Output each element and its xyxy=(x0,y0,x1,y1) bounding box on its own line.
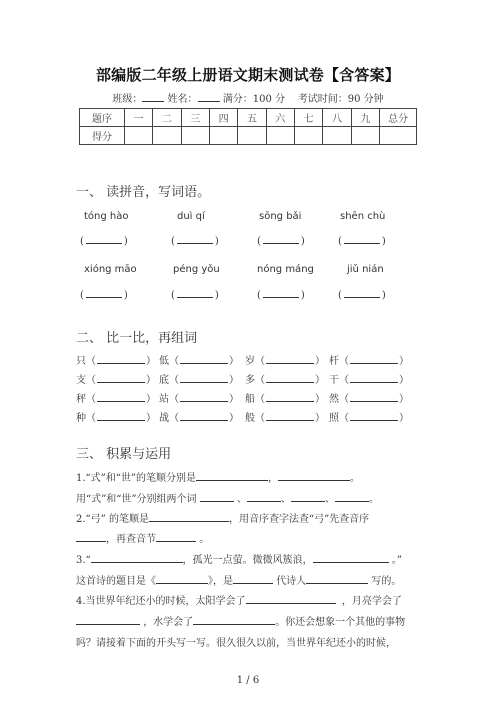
class-blank xyxy=(142,91,164,102)
answer-blank[interactable] xyxy=(247,492,281,502)
question-1 xyxy=(76,469,360,484)
answer-blank[interactable] xyxy=(156,574,208,584)
section-1-title: 一、 读拼音，写词语。 xyxy=(76,185,211,200)
answer-blank[interactable] xyxy=(80,235,128,247)
name-blank xyxy=(198,91,220,102)
question-text: 2.“弓” 的笔顺是 xyxy=(76,514,149,525)
close-paren: ） xyxy=(399,375,409,386)
open-paren: （ xyxy=(255,394,265,405)
open-paren: （ xyxy=(169,394,179,405)
full-score: 满分：100 分 xyxy=(222,94,285,105)
compare-word-item xyxy=(329,352,409,367)
question-text: ，再查音节 xyxy=(106,534,156,545)
question-2 xyxy=(76,510,369,525)
answer-blank[interactable] xyxy=(97,374,145,383)
question-text: 1.“式”和“世”的笔顺分别是 xyxy=(76,473,196,484)
compare-word-item xyxy=(76,371,156,386)
score-header-cell: 九 xyxy=(351,109,379,127)
answer-line xyxy=(177,289,213,298)
section-2-title: 二、 比一比，再组词 xyxy=(76,331,198,346)
compare-word-item xyxy=(245,409,325,424)
compare-character: 岁 xyxy=(245,356,255,367)
section-3-title: 三、 积累与运用 xyxy=(76,447,172,462)
compare-word-item xyxy=(159,371,239,386)
question-text: 。 xyxy=(350,473,360,484)
answer-blank[interactable] xyxy=(313,553,389,563)
open-paren: （ xyxy=(339,413,349,424)
open-paren: （ xyxy=(86,394,96,405)
answer-blank[interactable] xyxy=(80,289,128,301)
score-cell[interactable] xyxy=(209,127,237,145)
close-paren: ) xyxy=(381,290,386,301)
close-paren: ) xyxy=(381,236,386,247)
answer-blank[interactable] xyxy=(266,412,314,421)
answer-line xyxy=(263,289,299,298)
question-4 xyxy=(76,592,402,607)
compare-character: 低 xyxy=(159,356,169,367)
pinyin: xióng māo xyxy=(84,264,137,275)
answer-blank[interactable] xyxy=(97,412,145,421)
close-paren: ） xyxy=(146,356,156,367)
question-text: 用“式”和“世”分别组两个词 xyxy=(76,494,197,505)
answer-blank[interactable] xyxy=(266,374,314,383)
score-cell[interactable] xyxy=(323,127,351,145)
question-text: 这首诗的题目是《 xyxy=(76,576,156,587)
score-header-cell: 总分 xyxy=(380,109,417,127)
close-paren: ） xyxy=(229,394,239,405)
question-text: 。 xyxy=(199,534,210,545)
open-paren: （ xyxy=(255,375,265,386)
answer-blank[interactable] xyxy=(291,492,325,502)
compare-character: 杆 xyxy=(329,356,339,367)
open-paren: （ xyxy=(339,356,349,367)
compare-word-item xyxy=(159,409,239,424)
separator: 、 xyxy=(324,494,335,505)
separator: 、 xyxy=(236,494,247,505)
score-table-header-row xyxy=(80,109,417,127)
answer-blank[interactable] xyxy=(338,235,386,247)
score-header-cell: 三 xyxy=(181,109,209,127)
close-paren: ） xyxy=(315,394,325,405)
compare-word-item xyxy=(159,390,239,405)
compare-word-item xyxy=(159,352,239,367)
answer-blank[interactable] xyxy=(76,532,106,542)
open-paren: ( xyxy=(257,236,261,247)
compare-word-item xyxy=(76,390,156,405)
close-paren: ） xyxy=(229,413,239,424)
question-text: 4.当世界年纪还小的时候，太阳学会了 xyxy=(76,596,246,607)
compare-word-item xyxy=(329,390,409,405)
compare-word-item xyxy=(329,371,409,386)
question-2-line-2 xyxy=(76,530,209,545)
question-text: ，孤光一点萤。微微风簇浪， xyxy=(182,555,313,566)
answer-blank[interactable] xyxy=(257,235,305,247)
question-text: 。” xyxy=(391,555,402,566)
open-paren: （ xyxy=(169,356,179,367)
close-paren: ） xyxy=(315,356,325,367)
open-paren: （ xyxy=(169,375,179,386)
score-cell[interactable] xyxy=(266,127,294,145)
pinyin: péng yǒu xyxy=(173,264,220,275)
pinyin: sōng bǎi xyxy=(259,211,302,222)
compare-word-item xyxy=(76,409,156,424)
question-text: 。你还会想象一个其他的事物 xyxy=(275,617,406,628)
close-paren: ) xyxy=(214,236,219,247)
answer-blank[interactable] xyxy=(350,412,398,421)
answer-line xyxy=(344,289,380,298)
answer-blank[interactable] xyxy=(180,374,228,383)
pinyin: shēn chù xyxy=(340,211,386,222)
answer-blank[interactable] xyxy=(193,615,275,625)
question-4-line-3: 吗？请接着下面的开头写一写。很久很久以前，当世界年纪还小的时候， xyxy=(76,638,396,649)
answer-blank[interactable] xyxy=(196,471,268,481)
score-header-cell: 二 xyxy=(153,109,181,127)
score-cell[interactable] xyxy=(181,127,209,145)
question-text: 。 xyxy=(368,494,379,505)
close-paren: ) xyxy=(123,290,128,301)
exam-time: 考试时间：90 分钟 xyxy=(297,94,384,105)
compare-character: 般 xyxy=(245,413,255,424)
answer-blank[interactable] xyxy=(306,574,368,584)
open-paren: （ xyxy=(86,413,96,424)
score-header-cell: 题序 xyxy=(80,109,125,127)
close-paren: ） xyxy=(229,356,239,367)
open-paren: （ xyxy=(255,356,265,367)
answer-blank[interactable] xyxy=(338,289,386,301)
question-4-line-2 xyxy=(76,613,405,628)
close-paren: ） xyxy=(315,375,325,386)
compare-word-item xyxy=(245,352,325,367)
open-paren: ( xyxy=(80,290,84,301)
compare-character: 照 xyxy=(329,413,339,424)
answer-blank[interactable] xyxy=(233,574,273,584)
answer-blank[interactable] xyxy=(149,512,229,522)
answer-blank[interactable] xyxy=(171,235,219,247)
score-row-label: 得分 xyxy=(80,127,125,145)
close-paren: ） xyxy=(399,394,409,405)
answer-line xyxy=(86,289,122,298)
compare-character: 只 xyxy=(76,356,86,367)
open-paren: ( xyxy=(338,236,342,247)
pinyin: jiǔ nián xyxy=(347,264,384,275)
score-table-score-row xyxy=(80,127,417,145)
answer-blank[interactable] xyxy=(335,492,369,502)
close-paren: ） xyxy=(146,413,156,424)
answer-blank[interactable] xyxy=(97,393,145,402)
page-title: 部编版二年级上册语文期末测试卷【含答案】 xyxy=(95,66,400,84)
open-paren: （ xyxy=(339,394,349,405)
answer-blank[interactable] xyxy=(266,355,314,364)
separator: 、 xyxy=(280,494,291,505)
open-paren: ( xyxy=(171,290,175,301)
answer-blank[interactable] xyxy=(171,289,219,301)
name-label: 姓名： xyxy=(167,94,198,105)
open-paren: （ xyxy=(169,413,179,424)
question-text: 》，是 xyxy=(208,576,233,587)
open-paren: ( xyxy=(338,290,342,301)
compare-character: 底 xyxy=(159,375,169,386)
score-cell[interactable] xyxy=(153,127,181,145)
score-cell[interactable] xyxy=(238,127,266,145)
question-text: ，水学会了 xyxy=(143,617,194,628)
close-paren: ） xyxy=(146,375,156,386)
compare-character: 战 xyxy=(159,413,169,424)
answer-blank[interactable] xyxy=(156,532,196,542)
question-3-line-2 xyxy=(76,572,401,587)
open-paren: （ xyxy=(339,375,349,386)
question-text: 写的。 xyxy=(371,576,402,587)
answer-blank[interactable] xyxy=(180,355,228,364)
close-paren: ） xyxy=(229,375,239,386)
open-paren: （ xyxy=(255,413,265,424)
answer-blank[interactable] xyxy=(97,355,145,364)
close-paren: ) xyxy=(300,236,305,247)
close-paren: ） xyxy=(146,394,156,405)
answer-line xyxy=(263,235,299,244)
compare-character: 支 xyxy=(76,375,86,386)
compare-character: 站 xyxy=(159,394,169,405)
answer-line xyxy=(86,235,122,244)
exam-info-line xyxy=(0,90,496,105)
question-text: ，用音序查字法查“弓”先查音序 xyxy=(228,514,370,525)
pinyin: duì qí xyxy=(177,211,205,222)
close-paren: ） xyxy=(315,413,325,424)
open-paren: ( xyxy=(171,236,175,247)
compare-character: 船 xyxy=(245,394,255,405)
score-cell[interactable] xyxy=(125,127,153,145)
page-number: 1 / 6 xyxy=(236,675,260,686)
answer-blank[interactable] xyxy=(350,374,398,383)
answer-blank[interactable] xyxy=(257,289,305,301)
compare-character: 秤 xyxy=(76,394,86,405)
close-paren: ） xyxy=(399,413,409,424)
answer-blank[interactable] xyxy=(266,393,314,402)
answer-blank[interactable] xyxy=(350,393,398,402)
compare-word-item xyxy=(245,390,325,405)
open-paren: （ xyxy=(86,356,96,367)
score-header-cell: 七 xyxy=(294,109,322,127)
answer-blank[interactable] xyxy=(180,393,228,402)
answer-blank[interactable] xyxy=(91,553,183,563)
answer-blank[interactable] xyxy=(200,492,234,502)
compare-word-item xyxy=(329,409,409,424)
pinyin: nóng máng xyxy=(257,264,314,275)
answer-line xyxy=(177,235,213,244)
compare-character: 然 xyxy=(329,394,339,405)
compare-word-item xyxy=(245,371,325,386)
question-1-line-2 xyxy=(76,490,379,505)
score-header-cell: 四 xyxy=(209,109,237,127)
open-paren: ( xyxy=(257,290,261,301)
question-text: ， xyxy=(268,473,278,484)
answer-blank[interactable] xyxy=(76,615,140,625)
close-paren: ） xyxy=(399,356,409,367)
pinyin: tóng hào xyxy=(84,211,129,222)
compare-character: 种 xyxy=(76,413,86,424)
compare-character: 干 xyxy=(329,375,339,386)
compare-character: 多 xyxy=(245,375,255,386)
question-text: 代诗人 xyxy=(276,576,307,587)
score-table xyxy=(79,108,417,145)
question-text: 3.“ xyxy=(76,555,91,566)
answer-blank[interactable] xyxy=(246,594,336,604)
answer-line xyxy=(344,235,380,244)
answer-blank[interactable] xyxy=(278,471,350,481)
score-cell[interactable] xyxy=(351,127,379,145)
compare-word-item xyxy=(76,352,156,367)
close-paren: ) xyxy=(214,290,219,301)
score-header-cell: 五 xyxy=(238,109,266,127)
question-text: ，月亮学会了 xyxy=(341,596,402,607)
score-header-cell: 六 xyxy=(266,109,294,127)
close-paren: ) xyxy=(300,290,305,301)
question-3 xyxy=(76,551,402,566)
open-paren: （ xyxy=(86,375,96,386)
score-cell[interactable] xyxy=(380,127,417,145)
class-label: 班级： xyxy=(112,94,143,105)
score-cell[interactable] xyxy=(294,127,322,145)
open-paren: ( xyxy=(80,236,84,247)
answer-blank[interactable] xyxy=(350,355,398,364)
score-header-cell: 八 xyxy=(323,109,351,127)
score-header-cell: 一 xyxy=(125,109,153,127)
close-paren: ) xyxy=(123,236,128,247)
answer-blank[interactable] xyxy=(180,412,228,421)
